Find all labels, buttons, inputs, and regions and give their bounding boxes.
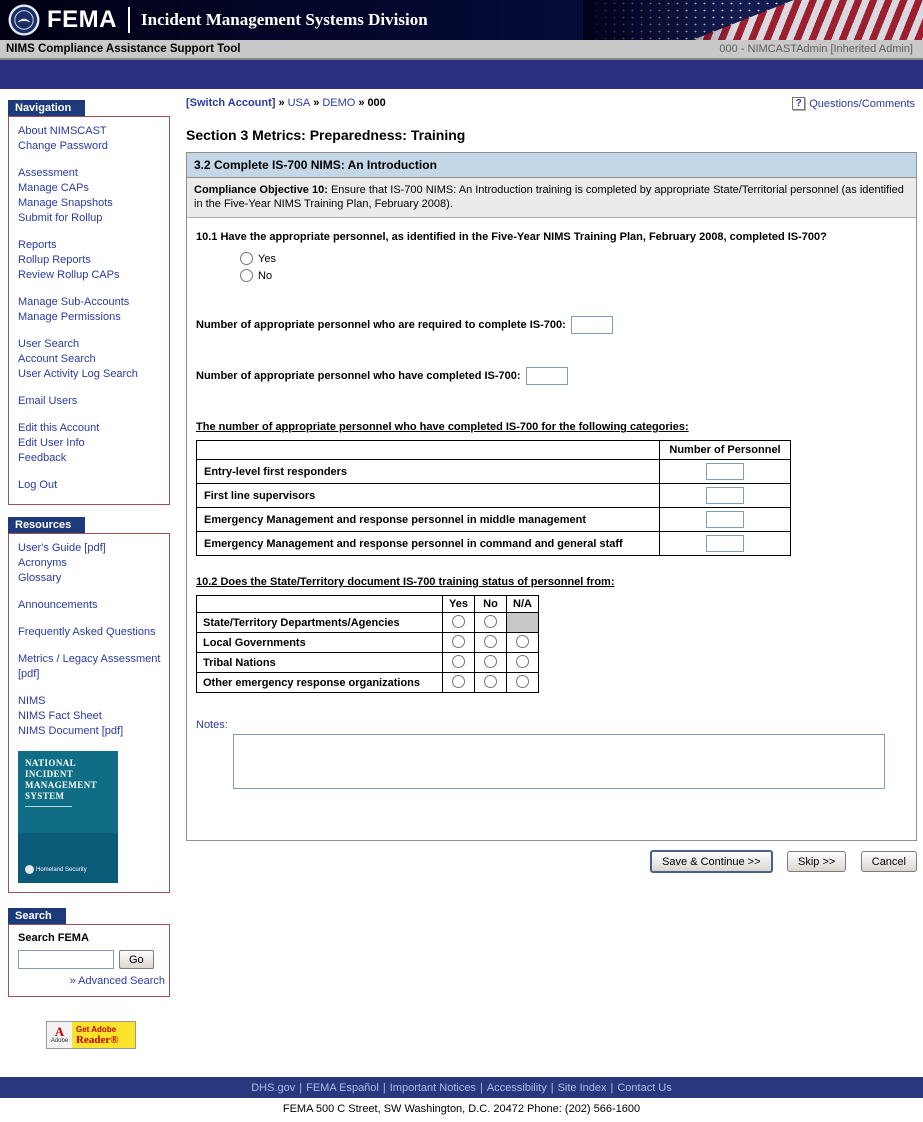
- sidebar-link-about-nimscast[interactable]: About NIMSCAST: [18, 125, 107, 137]
- search-box: [8, 924, 170, 997]
- table-row: [197, 613, 539, 633]
- state-no-radio[interactable]: [484, 615, 497, 628]
- header-divider: [128, 7, 130, 33]
- table-header-row: [197, 596, 539, 613]
- category-label: Emergency Management and response personnel in middle management: [197, 508, 660, 532]
- footer-link-accessibility[interactable]: Accessibility: [486, 1081, 547, 1094]
- nims-cover-title: NATIONAL INCIDENT MANAGEMENT SYSTEM: [25, 758, 97, 801]
- yes-option[interactable]: [240, 250, 906, 267]
- sidebar-link-email-users[interactable]: Email Users: [18, 395, 78, 407]
- sidebar-link-edit-user-info[interactable]: Edit User Info: [18, 437, 85, 449]
- section-header: 3.2 Complete IS-700 NIMS: An Introduction: [187, 153, 916, 178]
- categories-intro: The number of appropriate personnel who have completed IS-700 for the following categories:: [196, 421, 689, 433]
- fema-logo: FEMA: [47, 6, 117, 33]
- main-content: [178, 89, 923, 873]
- form-body: [187, 218, 916, 840]
- switch-account-link[interactable]: [Switch Account]: [186, 97, 276, 109]
- sidebar-link-change-password[interactable]: Change Password: [18, 140, 108, 152]
- nims-cover-rule: [25, 806, 72, 807]
- other-no-radio[interactable]: [484, 675, 497, 688]
- skip-button[interactable]: Skip >>: [787, 851, 846, 872]
- sidebar: [0, 89, 178, 1049]
- no-option[interactable]: [240, 267, 906, 284]
- command-staff-count-input[interactable]: [706, 535, 744, 552]
- sidebar-link-review-rollup-caps[interactable]: Review Rollup CAPs: [18, 269, 120, 281]
- sidebar-link-manage-permissions[interactable]: Manage Permissions: [18, 311, 121, 323]
- question-10-1: 10.1 Have the appropriate personnel, as identified in the Five-Year NIMS Training Plan, February 2008, completed IS-700?: [196, 231, 827, 243]
- row-label: Other emergency response organizations: [197, 673, 443, 693]
- sidebar-link-acronyms[interactable]: Acronyms: [18, 557, 67, 569]
- sidebar-link-manage-caps[interactable]: Manage CAPs: [18, 182, 89, 194]
- assessment-form-box: [186, 152, 917, 841]
- row-label: Tribal Nations: [197, 653, 443, 673]
- breadcrumb-trail: [186, 97, 386, 109]
- questions-comments-label: Questions/Comments: [809, 97, 915, 110]
- table-header-row: [197, 441, 791, 460]
- sidebar-link-manage-snapshots[interactable]: Manage Snapshots: [18, 197, 113, 209]
- empty-header-cell: [197, 441, 660, 460]
- compliance-objective-text: Ensure that IS-700 NIMS: An Introduction training is completed by appropriate State/Territorial personnel (as identified in the Five-Year NIMS Training Plan, February 2008).: [194, 184, 904, 210]
- sidebar-link-faq[interactable]: Frequently Asked Questions: [18, 626, 156, 638]
- empty-header-cell: [197, 596, 443, 613]
- state-yes-radio[interactable]: [452, 615, 465, 628]
- footer-link-fema-espanol[interactable]: FEMA Español: [306, 1081, 379, 1094]
- breadcrumb-link-usa[interactable]: USA: [287, 97, 311, 109]
- other-yes-radio[interactable]: [452, 675, 465, 688]
- no-radio[interactable]: [240, 269, 253, 282]
- completed-personnel-field: [196, 367, 906, 385]
- category-label: Entry-level first responders: [197, 460, 660, 484]
- sidebar-link-reports[interactable]: Reports: [18, 239, 57, 251]
- local-na-radio[interactable]: [516, 635, 529, 648]
- division-title: Incident Management Systems Division: [141, 10, 428, 29]
- table-row: [197, 532, 791, 556]
- sidebar-link-announcements[interactable]: Announcements: [18, 599, 98, 611]
- navigation-section-title: Navigation: [8, 100, 85, 116]
- sidebar-link-edit-this-account[interactable]: Edit this Account: [18, 422, 100, 434]
- homeland-security-seal-icon: [25, 865, 34, 874]
- help-icon: ?: [792, 97, 805, 110]
- local-yes-radio[interactable]: [452, 635, 465, 648]
- adobe-reader-badge[interactable]: A Adobe Get Adobe Reader®: [46, 1021, 136, 1049]
- tribal-yes-radio[interactable]: [452, 655, 465, 668]
- footer-separator: |: [382, 1081, 386, 1094]
- sidebar-link-metrics-legacy-assessment[interactable]: Metrics / Legacy Assessment [pdf]: [18, 653, 161, 680]
- first-line-count-input[interactable]: [706, 487, 744, 504]
- na-disabled-cell: [507, 613, 539, 633]
- go-button[interactable]: Go: [119, 950, 154, 969]
- breadcrumb-separator: »: [313, 97, 320, 109]
- category-label: Emergency Management and response personnel in command and general staff: [197, 532, 660, 556]
- footer-address: FEMA 500 C Street, SW Washington, D.C. 20472 Phone: (202) 566-1600: [282, 1103, 641, 1115]
- number-of-personnel-header: Number of Personnel: [660, 441, 791, 460]
- notes-label: Notes:: [196, 719, 228, 731]
- user-status: 000 - NIMCASTAdmin [Inherited Admin]: [719, 43, 913, 55]
- questions-comments-link[interactable]: [792, 97, 915, 110]
- compliance-objective: [187, 178, 916, 218]
- sidebar-link-nims-document[interactable]: NIMS Document [pdf]: [18, 725, 124, 737]
- footer-link-important-notices[interactable]: Important Notices: [389, 1081, 476, 1094]
- sidebar-link-feedback[interactable]: Feedback: [18, 452, 67, 464]
- table-row: [197, 484, 791, 508]
- header-accent-strip: [0, 60, 923, 89]
- sidebar-link-glossary[interactable]: Glossary: [18, 572, 62, 584]
- yes-radio[interactable]: [240, 252, 253, 265]
- resources-section: [8, 515, 178, 893]
- category-label: First line supervisors: [197, 484, 660, 508]
- navigation-box: [8, 116, 170, 505]
- sidebar-link-user-activity-log-search[interactable]: User Activity Log Search: [18, 368, 138, 380]
- search-fema-label: Search FEMA: [18, 932, 89, 944]
- row-label: Local Governments: [197, 633, 443, 653]
- training-status-table: [196, 595, 539, 693]
- footer-separator: |: [610, 1081, 614, 1094]
- flag-fade-overlay: [583, 0, 736, 40]
- sidebar-link-nims-fact-sheet[interactable]: NIMS Fact Sheet: [18, 710, 102, 722]
- breadcrumb-separator: »: [358, 97, 365, 109]
- sidebar-link-manage-sub-accounts[interactable]: Manage Sub-Accounts: [18, 296, 130, 308]
- sidebar-link-account-search[interactable]: Account Search: [18, 353, 96, 365]
- dhs-seal-icon: [8, 4, 40, 36]
- application-title: NIMS Compliance Assistance Support Tool: [6, 43, 241, 55]
- homeland-security-logo: Homeland Security: [25, 865, 87, 874]
- sidebar-link-submit-for-rollup[interactable]: Submit for Rollup: [18, 212, 103, 224]
- required-personnel-field: [196, 316, 906, 334]
- row-label: State/Territory Departments/Agencies: [197, 613, 443, 633]
- table-row: [197, 460, 791, 484]
- notes-textarea[interactable]: [233, 734, 885, 789]
- sidebar-link-assessment[interactable]: Assessment: [18, 167, 78, 179]
- nims-document-cover[interactable]: [18, 751, 118, 883]
- na-column-header: N/A: [507, 596, 539, 613]
- adobe-logo-icon: A: [54, 1024, 65, 1039]
- completed-personnel-input[interactable]: [526, 367, 568, 385]
- footer-link-site-index[interactable]: Site Index: [557, 1081, 607, 1094]
- page-title: Section 3 Metrics: Preparedness: Training: [186, 127, 466, 143]
- question-10-1-options: [240, 250, 906, 284]
- table-row: [197, 508, 791, 532]
- footer-separator: |: [479, 1081, 483, 1094]
- table-row: [197, 673, 539, 693]
- search-section-title: Search: [8, 908, 66, 924]
- sidebar-link-user-search[interactable]: User Search: [18, 338, 80, 350]
- tribal-na-radio[interactable]: [516, 655, 529, 668]
- entry-level-count-input[interactable]: [706, 463, 744, 480]
- other-na-radio[interactable]: [516, 675, 529, 688]
- yes-label: Yes: [258, 252, 276, 265]
- tribal-no-radio[interactable]: [484, 655, 497, 668]
- footer-separator: |: [299, 1081, 303, 1094]
- breadcrumb-link-demo[interactable]: DEMO: [322, 97, 356, 109]
- breadcrumb-separator: »: [278, 97, 285, 109]
- local-no-radio[interactable]: [484, 635, 497, 648]
- required-personnel-input[interactable]: [571, 316, 613, 334]
- cancel-button[interactable]: Cancel: [861, 851, 917, 872]
- footer-separator: |: [550, 1081, 554, 1094]
- personnel-categories-table: [196, 440, 791, 556]
- search-section: [8, 906, 178, 997]
- advanced-search-link[interactable]: » Advanced Search: [69, 975, 165, 987]
- search-input[interactable]: [18, 950, 114, 969]
- us-flag-image: [583, 0, 923, 40]
- required-personnel-label: Number of appropriate personnel who are required to complete IS-700:: [196, 319, 566, 331]
- compliance-objective-label: Compliance Objective 10:: [194, 184, 328, 196]
- navigation-section: [8, 98, 178, 505]
- application-bar: [0, 40, 923, 60]
- footer-link-bar: [0, 1077, 923, 1098]
- table-row: [197, 653, 539, 673]
- breadcrumb-current-account: 000: [367, 97, 386, 109]
- sidebar-link-rollup-reports[interactable]: Rollup Reports: [18, 254, 91, 266]
- no-column-header: No: [475, 596, 507, 613]
- save-continue-button[interactable]: Save & Continue >>: [650, 850, 772, 873]
- yes-column-header: Yes: [443, 596, 475, 613]
- footer-link-contact-us[interactable]: Contact Us: [617, 1081, 672, 1094]
- breadcrumb: [186, 97, 917, 110]
- sidebar-link-users-guide[interactable]: User's Guide [pdf]: [18, 542, 106, 554]
- sidebar-link-log-out[interactable]: Log Out: [18, 479, 58, 491]
- question-10-2: 10.2 Does the State/Territory document IS-700 training status of personnel from:: [196, 576, 615, 588]
- resources-box: [8, 533, 170, 893]
- completed-personnel-label: Number of appropriate personnel who have completed IS-700:: [196, 370, 521, 382]
- middle-management-count-input[interactable]: [706, 511, 744, 528]
- table-row: [197, 633, 539, 653]
- no-label: No: [258, 269, 273, 282]
- page-header: [0, 0, 923, 40]
- footer-link-dhs[interactable]: DHS.gov: [251, 1081, 296, 1094]
- form-actions: [186, 850, 917, 873]
- sidebar-link-nims[interactable]: NIMS: [18, 695, 46, 707]
- resources-section-title: Resources: [8, 517, 85, 533]
